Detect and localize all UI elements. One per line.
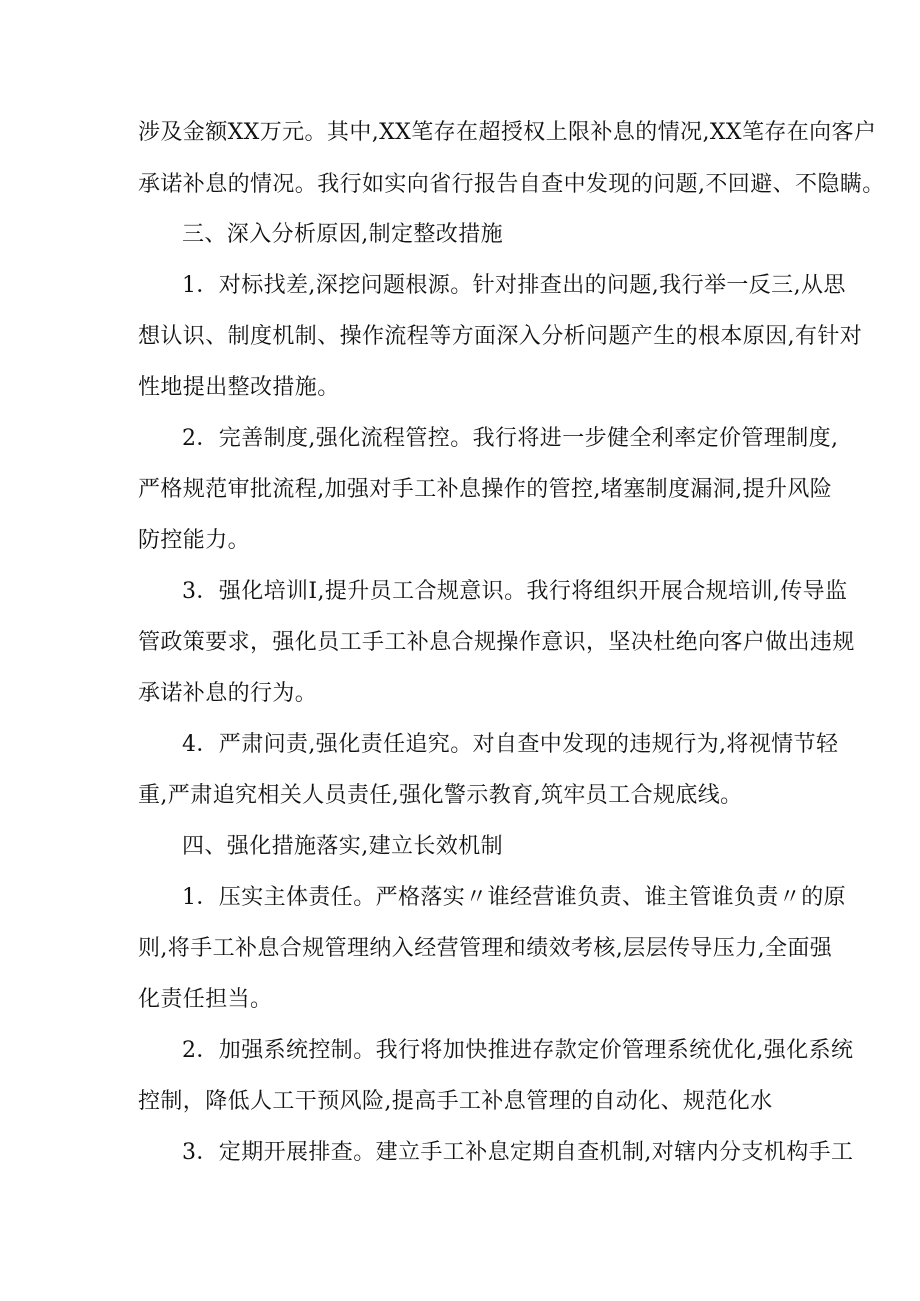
body-text-line: 性地提出整改措施。 — [138, 375, 340, 400]
body-text-line: 承诺补息的情况。我行如实向省行报告自查中发现的问题,不回避、不隐瞒。 — [138, 172, 885, 197]
body-text-line: 控制，降低人工干预风险,提高手工补息管理的自动化、规范化水 — [138, 1089, 773, 1114]
body-text-line: 3．定期开展排查。建立手工补息定期自查机制,对辖内分支机构手工 — [182, 1140, 854, 1165]
body-text-line: 想认识、制度机制、操作流程等方面深入分析问题产生的根本原因,有针对 — [138, 324, 863, 349]
body-text-line: 2．加强系统控制。我行将加快推进存款定价管理系统优化,强化系统 — [182, 1038, 854, 1063]
section-heading: 三、深入分析原因,制定整改措施 — [182, 222, 503, 247]
body-text-line: 涉及金额XX万元。其中,XX笔存在超授权上限补息的情况,XX笔存在向客户 — [138, 120, 877, 145]
body-text-line: 化责任担当。 — [138, 987, 273, 1012]
section-heading: 四、强化措施落实,建立长效机制 — [182, 834, 503, 859]
body-text-line: 防控能力。 — [138, 528, 251, 553]
body-text-line: 重,严肃追究相关人员责任,强化警示教育,筑牢员工合规底线。 — [138, 783, 743, 808]
body-text-line: 3．强化培训I,提升员工合规意识。我行将组织开展合规培训,传导监 — [182, 579, 848, 604]
body-text-line: 管政策要求，强化员工手工补息合规操作意识，坚决杜绝向客户做出违规 — [138, 630, 855, 655]
body-text-line: 则,将手工补息合规管理纳入经营管理和绩效考核,层层传导压力,全面强 — [138, 936, 833, 961]
body-text-line: 1．对标找差,深挖问题根源。针对排查出的问题,我行举一反三,从思 — [182, 273, 846, 298]
body-text-line: 承诺补息的行为。 — [138, 681, 318, 706]
body-text-line: 4．严肃问责,强化责任追究。对自查中发现的违规行为,将视情节轻 — [182, 732, 839, 757]
body-text-line: 1．压实主体责任。严格落实〃谁经营谁负责、谁主管谁负责〃的原 — [182, 885, 846, 910]
body-text-line: 2．完善制度,强化流程管控。我行将进一步健全利率定价管理制度, — [182, 426, 839, 451]
body-text-line: 严格规范审批流程,加强对手工补息操作的管控,堵塞制度漏洞,提升风险 — [138, 477, 833, 502]
